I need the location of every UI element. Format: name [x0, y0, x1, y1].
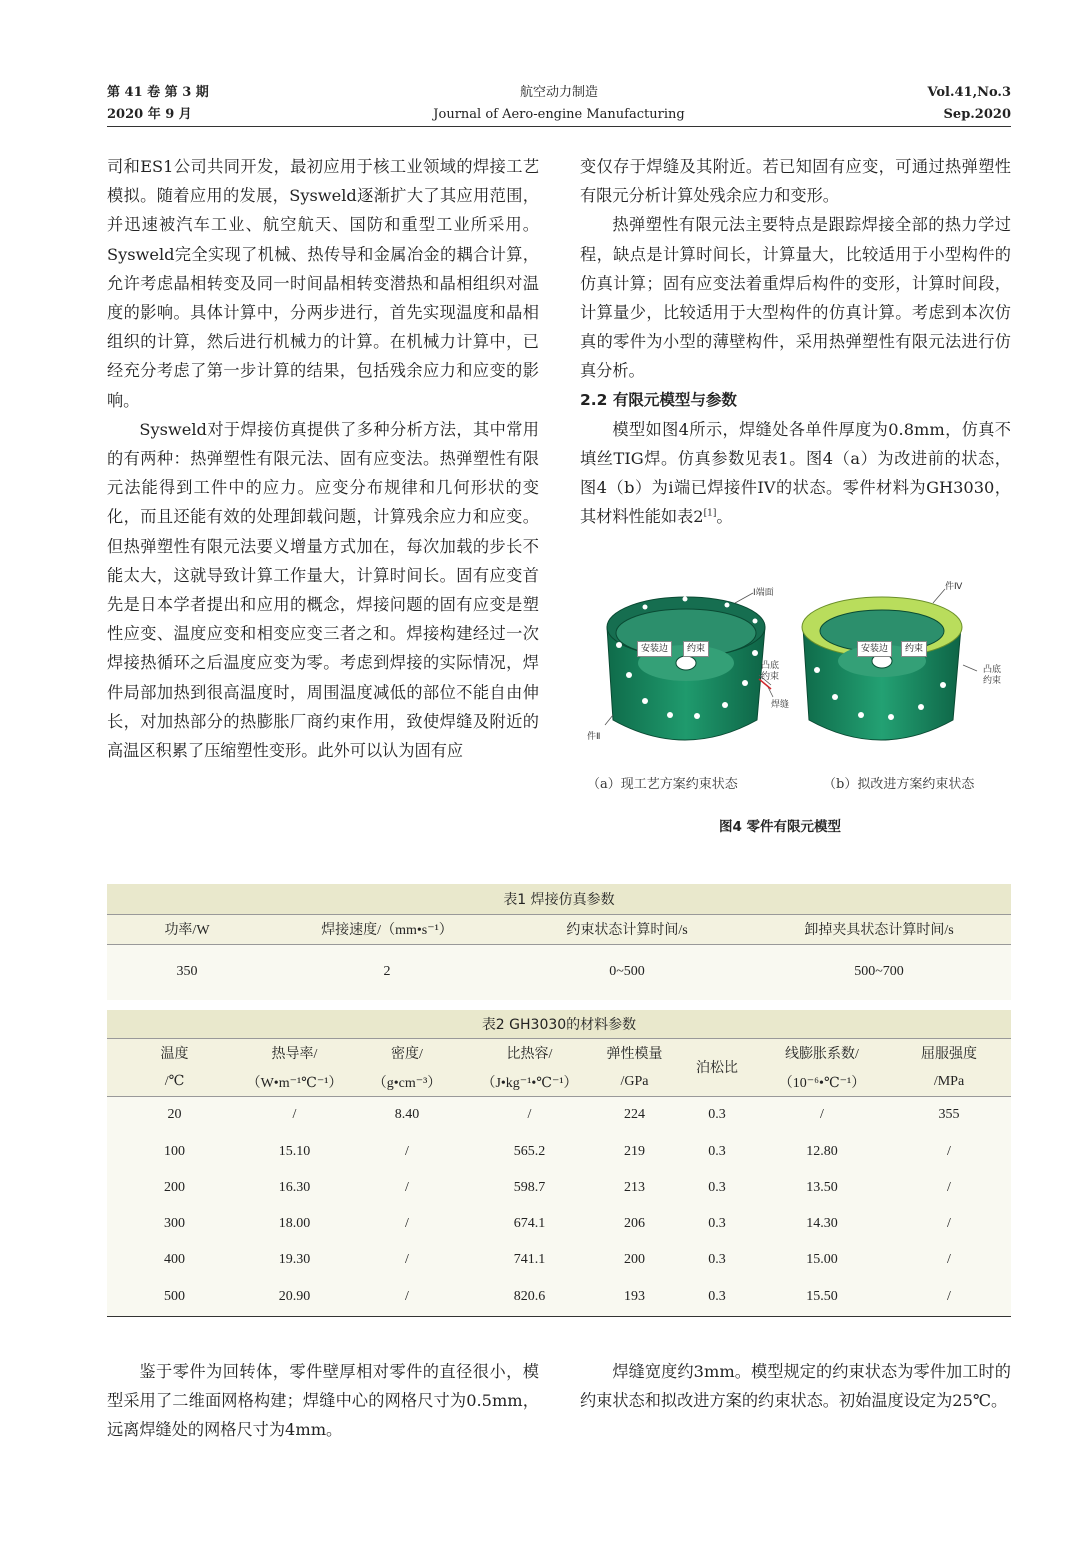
table-row: [107, 1242, 1011, 1278]
table-cell: 0.3: [708, 1252, 726, 1267]
table-header: 功率/W: [107, 914, 267, 944]
table-row: [107, 1170, 1011, 1206]
table-cell: /: [820, 1107, 824, 1123]
table-cell: 224: [624, 1107, 645, 1123]
table-cell: 500: [164, 1288, 185, 1304]
table-cell: /: [947, 1216, 951, 1231]
volume-en: Vol.41,No.3: [927, 85, 1011, 100]
table-cell: /: [527, 1107, 532, 1123]
table-cell: 0.3: [708, 1216, 726, 1231]
table-cell: /: [405, 1288, 409, 1304]
table-cell: 820.6: [513, 1288, 546, 1304]
table-cell: 219: [624, 1144, 645, 1159]
table-header: 密度/: [391, 1047, 423, 1063]
table-cell: 350: [176, 964, 198, 980]
subcaption-a: （a）现工艺方案约束状态: [587, 777, 738, 792]
table-cell: 8.40: [394, 1107, 420, 1123]
issue-date: 2020 年 9 月: [107, 107, 192, 122]
running-header: [107, 82, 1011, 127]
table-header: 线膨胀系数/: [785, 1047, 859, 1063]
figure-caption: 图4 零件有限元模型: [718, 819, 842, 835]
part-b-model: [802, 597, 962, 740]
label-constraint-a: 约束: [683, 641, 709, 657]
label-constraint-b: 约束: [901, 641, 927, 657]
table-cell: 674.1: [513, 1216, 546, 1231]
paragraph: 热弹塑性有限元法主要特点是跟踪焊接全部的热力学过程，缺点是计算时间长，计算量大，比较适用于小型构件的仿真计算；固有应变法着重焊后构件的变形，计算时间段，计算量少，比较适用于大型构件的仿真计算。考虑到本次仿真的零件为小型的薄壁构件，采用热弹塑性有限元法进行仿真分析。: [580, 215, 1011, 381]
label-convex-constraint-a: 凸底约束: [761, 661, 780, 682]
table-cell: 14.30: [806, 1216, 838, 1231]
table-header-unit: （g•cm⁻³）: [347, 1068, 467, 1096]
date-en: Sep.2020: [943, 107, 1011, 122]
table-cell: 200: [624, 1252, 645, 1267]
volume-issue: 第 41 卷 第 3 期: [107, 85, 209, 100]
table-cell: /: [947, 1144, 951, 1159]
table-cell: /: [405, 1180, 409, 1195]
table-cell: 15.00: [806, 1252, 838, 1267]
label-flange-b: 安装边: [857, 641, 892, 657]
table-header-unit: （10⁻⁶•℃⁻¹）: [757, 1068, 887, 1096]
table-cell: 0~500: [609, 964, 645, 980]
table-cell: 18.00: [278, 1216, 311, 1231]
table-header-unit: （J•kg⁻¹•℃⁻¹）: [467, 1068, 592, 1096]
header-right: [927, 82, 1011, 126]
table-cell: /: [405, 1216, 409, 1231]
citation: [1]: [703, 509, 717, 520]
left-column: [107, 152, 539, 765]
figure-4: [585, 575, 1017, 835]
table-header-unit: /℃: [107, 1068, 242, 1096]
table-header: 焊接速度/（mm•s⁻¹）: [267, 914, 507, 944]
table-cell: 20.90: [278, 1288, 311, 1304]
paragraph: 变仅存于焊缝及其附近。若已知固有应变，可通过热弹塑性有限元分析计算处残余应力和变形。: [580, 157, 1011, 206]
table-2: [107, 1010, 1011, 1317]
header-center: [107, 82, 1011, 126]
paragraph: 司和ES1公司共同开发，最初应用于核工业领域的焊接工艺模拟。随着应用的发展，Sysweld逐渐扩大了其应用范围，并迅速被汽车工业、航空航天、国防和重型工业所采用。Sysweld完全实现了机械、热传导和金属冶金的耦合计算，允许考虑晶相转变及同一时间晶相转变潜热和晶相组织对温度的影响。具体计算中，分两步进行，首先实现温度和晶相组织的计算，然后进行机械力的计算。在机械力计算中，已经充分考虑了第一步计算的结果，包括残余应力和应变的影响。: [107, 157, 539, 410]
label-part-2: 件Ⅱ: [587, 732, 601, 742]
table-cell: 565.2: [513, 1144, 546, 1159]
paragraph: 焊缝宽度约3mm。模型规定的约束状态为零件加工时的约束状态和拟改进方案的约束状态。初始温度设定为25℃。: [580, 1362, 1011, 1411]
table-header-unit: /GPa: [592, 1068, 677, 1096]
table-1: [107, 884, 1011, 1000]
paragraph-end: 。: [716, 507, 733, 527]
table-header: 泊松比: [677, 1038, 757, 1096]
table-cell: /: [947, 1288, 951, 1304]
paragraph: 鉴于零件为回转体，零件壁厚相对零件的直径很小，模型采用了二维面网格构建；焊缝中心的网格尺寸为0.5mm，远离焊缝处的网格尺寸为4mm。: [107, 1362, 539, 1440]
table-header: 热导率/: [271, 1047, 318, 1063]
table-cell: 13.50: [806, 1180, 838, 1195]
table-header: 比热容/: [506, 1047, 553, 1063]
paragraph-text: 模型如图4所示，焊缝处各单件厚度为0.8mm，仿真不填丝TIG焊。仿真参数见表1。图4（a）为改进前的状态，图4（b）为i端已焊接件IV的状态。零件材料为GH3030，其材料性能如表2: [580, 419, 1011, 527]
table-cell: 0.3: [708, 1180, 726, 1195]
subcaption-b: （b）拟改进方案约束状态: [823, 777, 975, 792]
table-cell: 0.3: [708, 1288, 726, 1304]
table-cell: 598.7: [513, 1180, 546, 1195]
table-cell: 213: [624, 1180, 645, 1195]
table-cell: 741.1: [513, 1252, 546, 1267]
table-title: 表1 焊接仿真参数: [107, 884, 1011, 914]
table-header: 屈服强度: [921, 1047, 977, 1063]
table-cell: 400: [164, 1252, 185, 1267]
table-title: 表2 GH3030的材料参数: [107, 1010, 1011, 1038]
table-cell: 20: [167, 1107, 182, 1123]
table-row: [107, 1278, 1011, 1316]
fem-model-illustration: [585, 575, 1017, 775]
journal-name-en: Journal of Aero-engine Manufacturing: [433, 107, 685, 122]
table-row: [107, 1206, 1011, 1242]
table-header: 温度: [160, 1047, 189, 1063]
table-cell: 500~700: [854, 964, 904, 980]
journal-name-cn: 航空动力制造: [519, 85, 598, 100]
table-cell: 16.30: [278, 1180, 311, 1195]
label-convex-constraint-b: 凸底约束: [983, 665, 1002, 686]
table-cell: 193: [624, 1288, 645, 1304]
bottom-right-paragraph: [580, 1357, 1011, 1415]
table-cell: 355: [938, 1107, 960, 1123]
right-column: [580, 152, 1011, 532]
paragraph: [580, 415, 1011, 532]
table-header-unit: （W•m⁻¹℃⁻¹）: [242, 1068, 347, 1096]
table-cell: 0.3: [708, 1107, 726, 1123]
table-cell: 15.50: [806, 1288, 838, 1304]
table-cell: 100: [164, 1144, 185, 1159]
table-cell: 2: [383, 964, 391, 980]
table-cell: 206: [624, 1216, 645, 1231]
label-weld: 焊缝: [771, 700, 790, 710]
table-header: 弹性模量: [606, 1047, 663, 1063]
table-row: [107, 1096, 1011, 1134]
table-cell: 15.10: [278, 1144, 311, 1159]
table-cell: 19.30: [278, 1252, 311, 1267]
paragraph: Sysweld对于焊接仿真提供了多种分析方法，其中常用的有两种：热弹塑性有限元法、固有应变法。热弹塑性有限元法能得到工件中的应力。应变分布规律和几何形状的变化，而且还能有效的处理卸载问题，计算残余应力和应变。但热弹塑性有限元法要义增量方式加在，每次加载的步长不能太大，这就导致计算工作量大，计算时间长。固有应变首先是日本学者提出和应用的概念，焊接问题的固有应变是塑性应变、温度应变和相变应变三者之和。焊接构建经过一次焊接热循环之后温度应变为零。考虑到焊接的实际情况，焊件局部加热到很高温度时，周围温度减低的部位不能自由伸长，对加热部分的热膨胀厂商约束作用，致使焊缝及附近的高温区积累了压缩塑性变形。此外可以认为固有应: [107, 419, 539, 761]
table-cell: 200: [164, 1180, 185, 1195]
label-flange-a: 安装边: [637, 641, 672, 657]
table-cell: /: [292, 1107, 297, 1123]
label-end-face: I端面: [753, 588, 774, 598]
table-header: 约束状态计算时间/s: [507, 914, 747, 944]
section-heading: 2.2 有限元模型与参数: [580, 390, 737, 409]
table-cell: 12.80: [806, 1144, 838, 1159]
table-cell: /: [947, 1252, 951, 1267]
table-row: [107, 1134, 1011, 1170]
table-cell: /: [947, 1180, 951, 1195]
table-cell: /: [405, 1252, 409, 1267]
table-cell: 0.3: [708, 1144, 726, 1159]
table-row: [107, 944, 1011, 1000]
table-cell: 300: [164, 1216, 185, 1231]
label-part-4: 件Ⅳ: [945, 582, 963, 592]
table-header-unit: /MPa: [887, 1068, 1011, 1096]
bottom-left-paragraph: [107, 1357, 539, 1445]
table-cell: /: [405, 1144, 409, 1159]
part-a-model: [607, 597, 765, 741]
table-header: 卸掉夹具状态计算时间/s: [747, 914, 1011, 944]
